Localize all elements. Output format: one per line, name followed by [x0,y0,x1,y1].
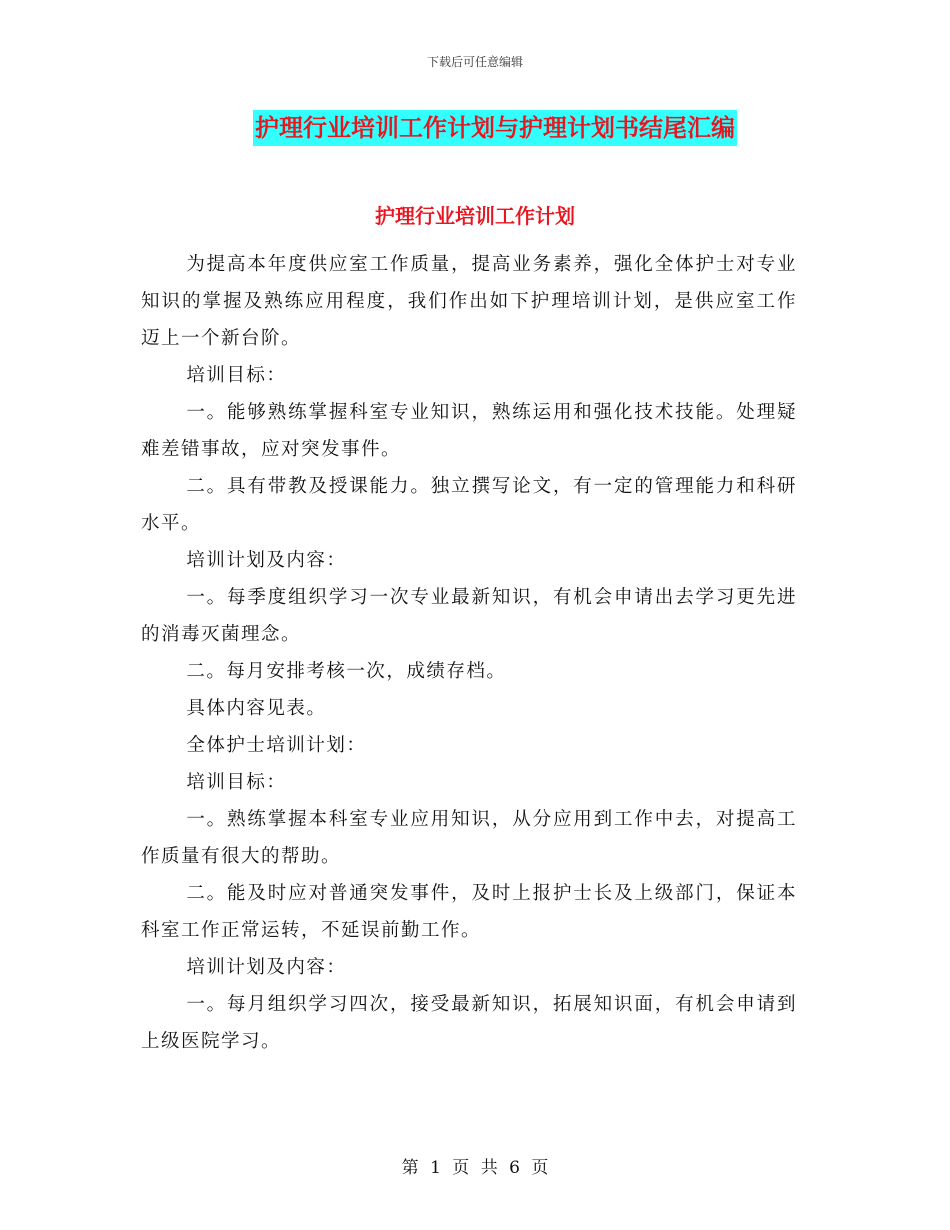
main-title-container [0,110,950,146]
paragraph: 具体内容见表。 [186,698,327,719]
paragraph: 为提高本年度供应室工作质量，提高业务素养，强化全体护士对专业知识的掌握及熟练应用程度，我们作出如下护理培训计划，是供应室工作迈上一个新台阶。 [141,254,797,349]
paragraph: 培训计划及内容： [186,957,347,978]
paragraph: 培训目标： [186,365,287,386]
section-title: 护理行业培训工作计划 [375,204,575,228]
paragraph: 一。每季度组织学习一次专业最新知识，有机会申请出去学习更先进的消毒灭菌理念。 [141,587,797,645]
document-body [141,246,797,1060]
paragraph: 培训计划及内容： [186,550,347,571]
paragraph: 二。每月安排考核一次，成绩存档。 [186,661,507,682]
main-title: 护理行业培训工作计划与护理计划书结尾汇编 [253,110,737,146]
paragraph: 一。能够熟练掌握科室专业知识，熟练运用和强化技术技能。处理疑难差错事故，应对突发事件。 [141,402,797,460]
paragraph: 二。能及时应对普通突发事件，及时上报护士长及上级部门，保证本科室工作正常运转，不延误前勤工作。 [141,883,797,941]
paragraph: 二。具有带教及授课能力。独立撰写论文，有一定的管理能力和科研水平。 [141,476,797,534]
paragraph: 一。每月组织学习四次，接受最新知识，拓展知识面，有机会申请到上级医院学习。 [141,994,797,1052]
paragraph: 培训目标： [186,772,287,793]
paragraph: 全体护士培训计划： [186,735,367,756]
paragraph: 一。熟练掌握本科室专业应用知识，从分应用到工作中去，对提高工作质量有很大的帮助。 [141,809,797,867]
page-number-footer: 第 1 页 共 6 页 [401,1158,549,1178]
header-note: 下载后可任意编辑 [426,55,523,69]
